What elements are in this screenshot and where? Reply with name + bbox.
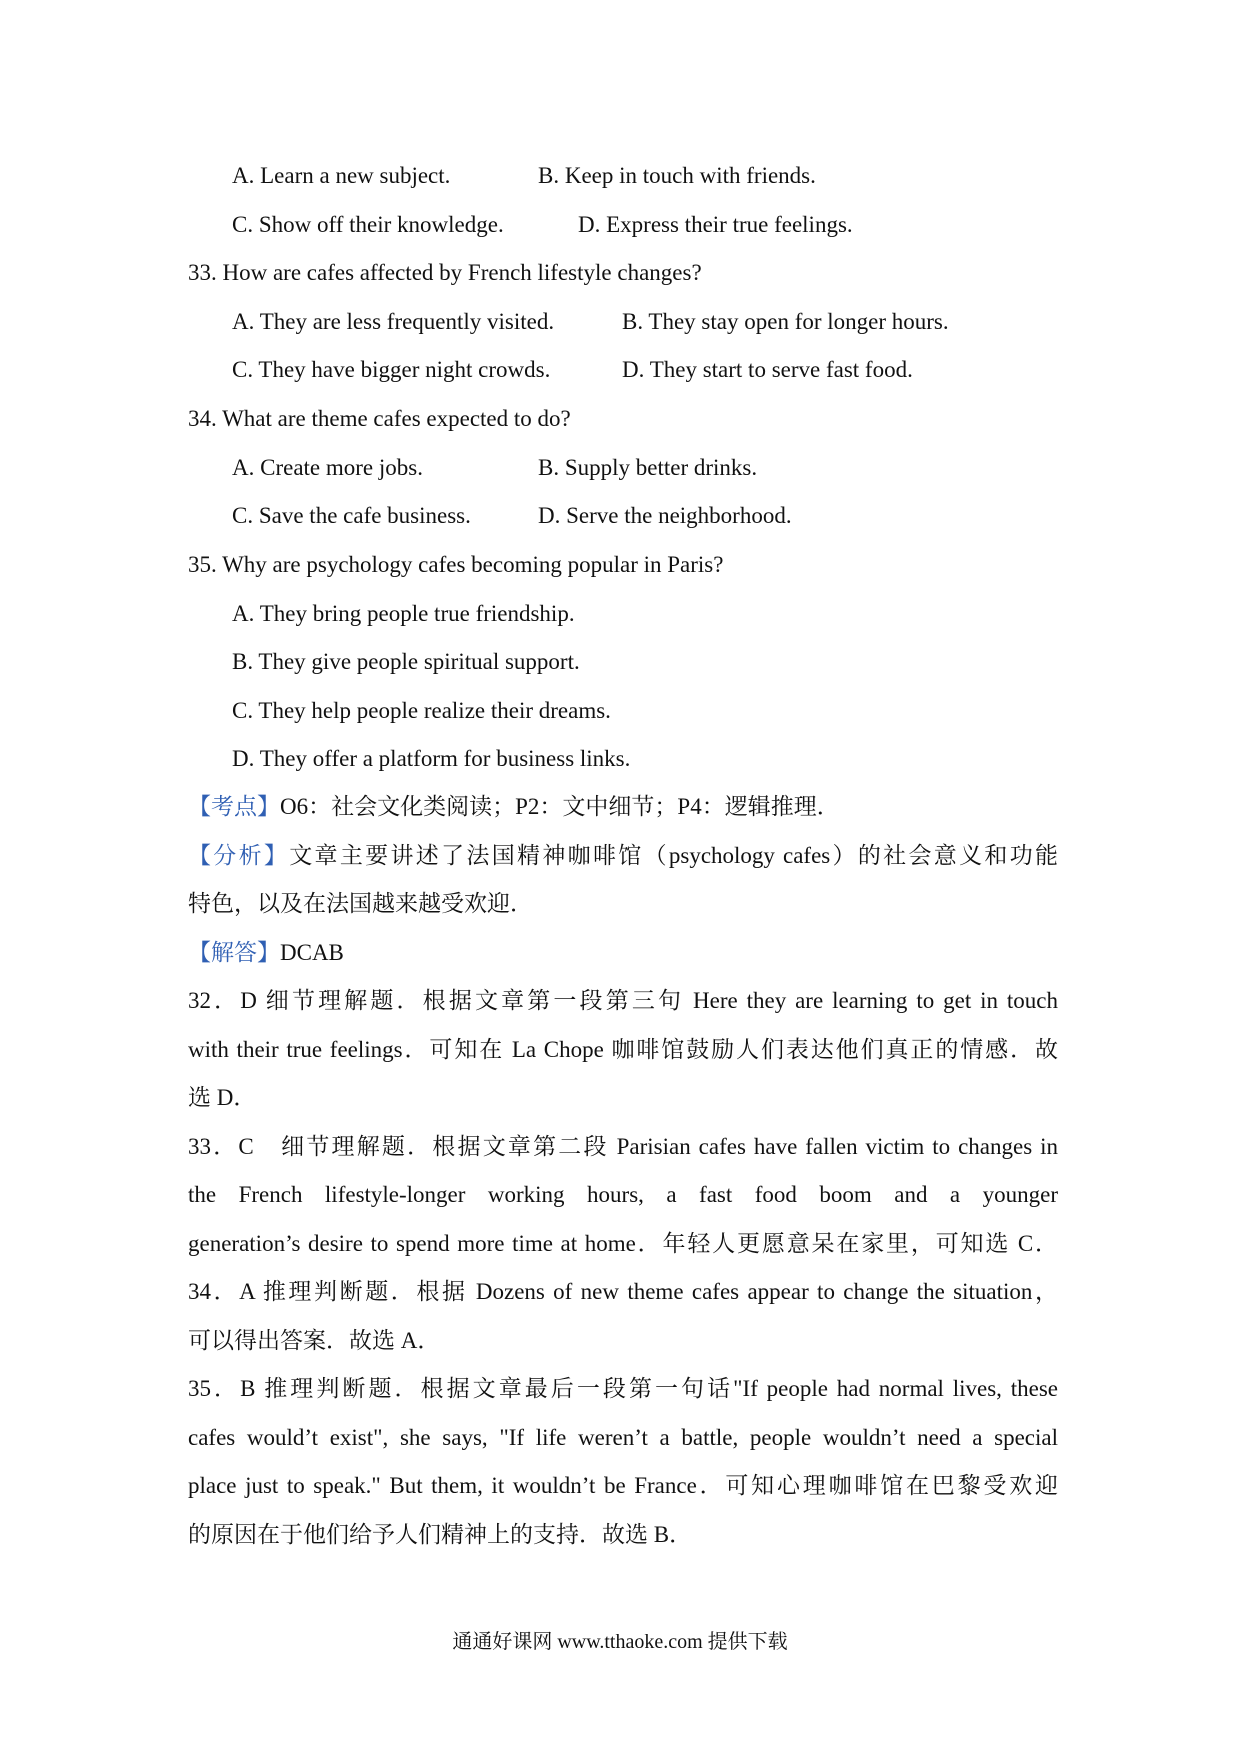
q33-option-c: C. They have bigger night crowds. [232,357,551,382]
jieda-line [188,938,1058,968]
q33-option-b: B. They stay open for longer hours. [622,309,949,334]
q35-option-d: D. They offer a platform for business links. [232,746,631,771]
explanation-35-line-4: 的原因在于他们给予人们精神上的支持．故选 B． [188,1522,693,1547]
fenxi-tag: 【分析】 [188,843,290,868]
explanation-34-line-1: 34．A 推理判断题．根据 Dozens of new theme cafes appear to change the situation， [188,1279,1058,1304]
q35-option-c: C. They help people realize their dreams. [232,698,611,723]
q32-option-a: A. Learn a new subject. [232,163,451,188]
q34-option-d: D. Serve the neighborhood. [538,503,792,528]
q33-option-d: D. They start to serve fast food. [622,357,913,382]
kaodian-tag: 【考点】 [188,794,280,819]
q34-option-c: C. Save the cafe business. [232,503,471,528]
q34-option-b: B. Supply better drinks. [538,455,758,480]
explanation-33-line-2: the French lifestyle-longer working hours, a fast food boom and a younger [188,1182,1058,1207]
jieda-text: DCAB [280,940,344,965]
fenxi-line-1 [188,841,1058,871]
explanation-33-line-3: generation’s desire to spend more time at home．年轻人更愿意呆在家里，可知选 C． [188,1231,1058,1256]
q32-option-d: D. Express their true feelings. [578,212,853,237]
explanation-35-line-3: place just to speak." But them, it wouldn’t be France．可知心理咖啡馆在巴黎受欢迎 [188,1473,1058,1498]
explanation-35-line-1: 35．B 推理判断题．根据文章最后一段第一句话"If people had normal lives, these [188,1376,1058,1401]
q34-option-a: A. Create more jobs. [232,455,423,480]
q35-option-b: B. They give people spiritual support. [232,649,580,674]
q33-question: 33. How are cafes affected by French lifestyle changes? [188,260,702,285]
kaodian-text: O6：社会文化类阅读；P2：文中细节；P4：逻辑推理． [280,794,840,819]
explanation-33-line-1: 33．C 细节理解题．根据文章第二段 Parisian cafes have fallen victim to changes in [188,1134,1058,1159]
explanation-34-line-2: 可以得出答案．故选 A． [188,1328,441,1353]
fenxi-text-1: 文章主要讲述了法国精神咖啡馆（psychology cafes）的社会意义和功能 [289,843,1059,868]
q32-option-c: C. Show off their knowledge. [232,212,504,237]
explanation-32-line-2: with their true feelings．可知在 La Chope 咖啡馆鼓励人们表达他们真正的情感．故 [188,1037,1058,1062]
explanation-32-line-1: 32．D 细节理解题．根据文章第一段第三句 Here they are learning to get in touch [188,988,1058,1013]
explanation-35-line-2: cafes would’t exist", she says, "If life weren’t a battle, people wouldn’t need a special [188,1425,1058,1450]
q32-option-b: B. Keep in touch with friends. [538,163,816,188]
q35-option-a: A. They bring people true friendship. [232,601,575,626]
q33-option-a: A. They are less frequently visited. [232,309,555,334]
q34-question: 34. What are theme cafes expected to do? [188,406,571,431]
jieda-tag: 【解答】 [188,940,280,965]
fenxi-line-2: 特色，以及在法国越来越受欢迎． [188,891,533,916]
q35-question: 35. Why are psychology cafes becoming popular in Paris? [188,552,724,577]
page-footer: 通通好课网 www.tthaoke.com 提供下载 [452,1631,788,1653]
kaodian-line [188,792,1058,822]
explanation-32-line-3: 选 D． [188,1085,257,1110]
